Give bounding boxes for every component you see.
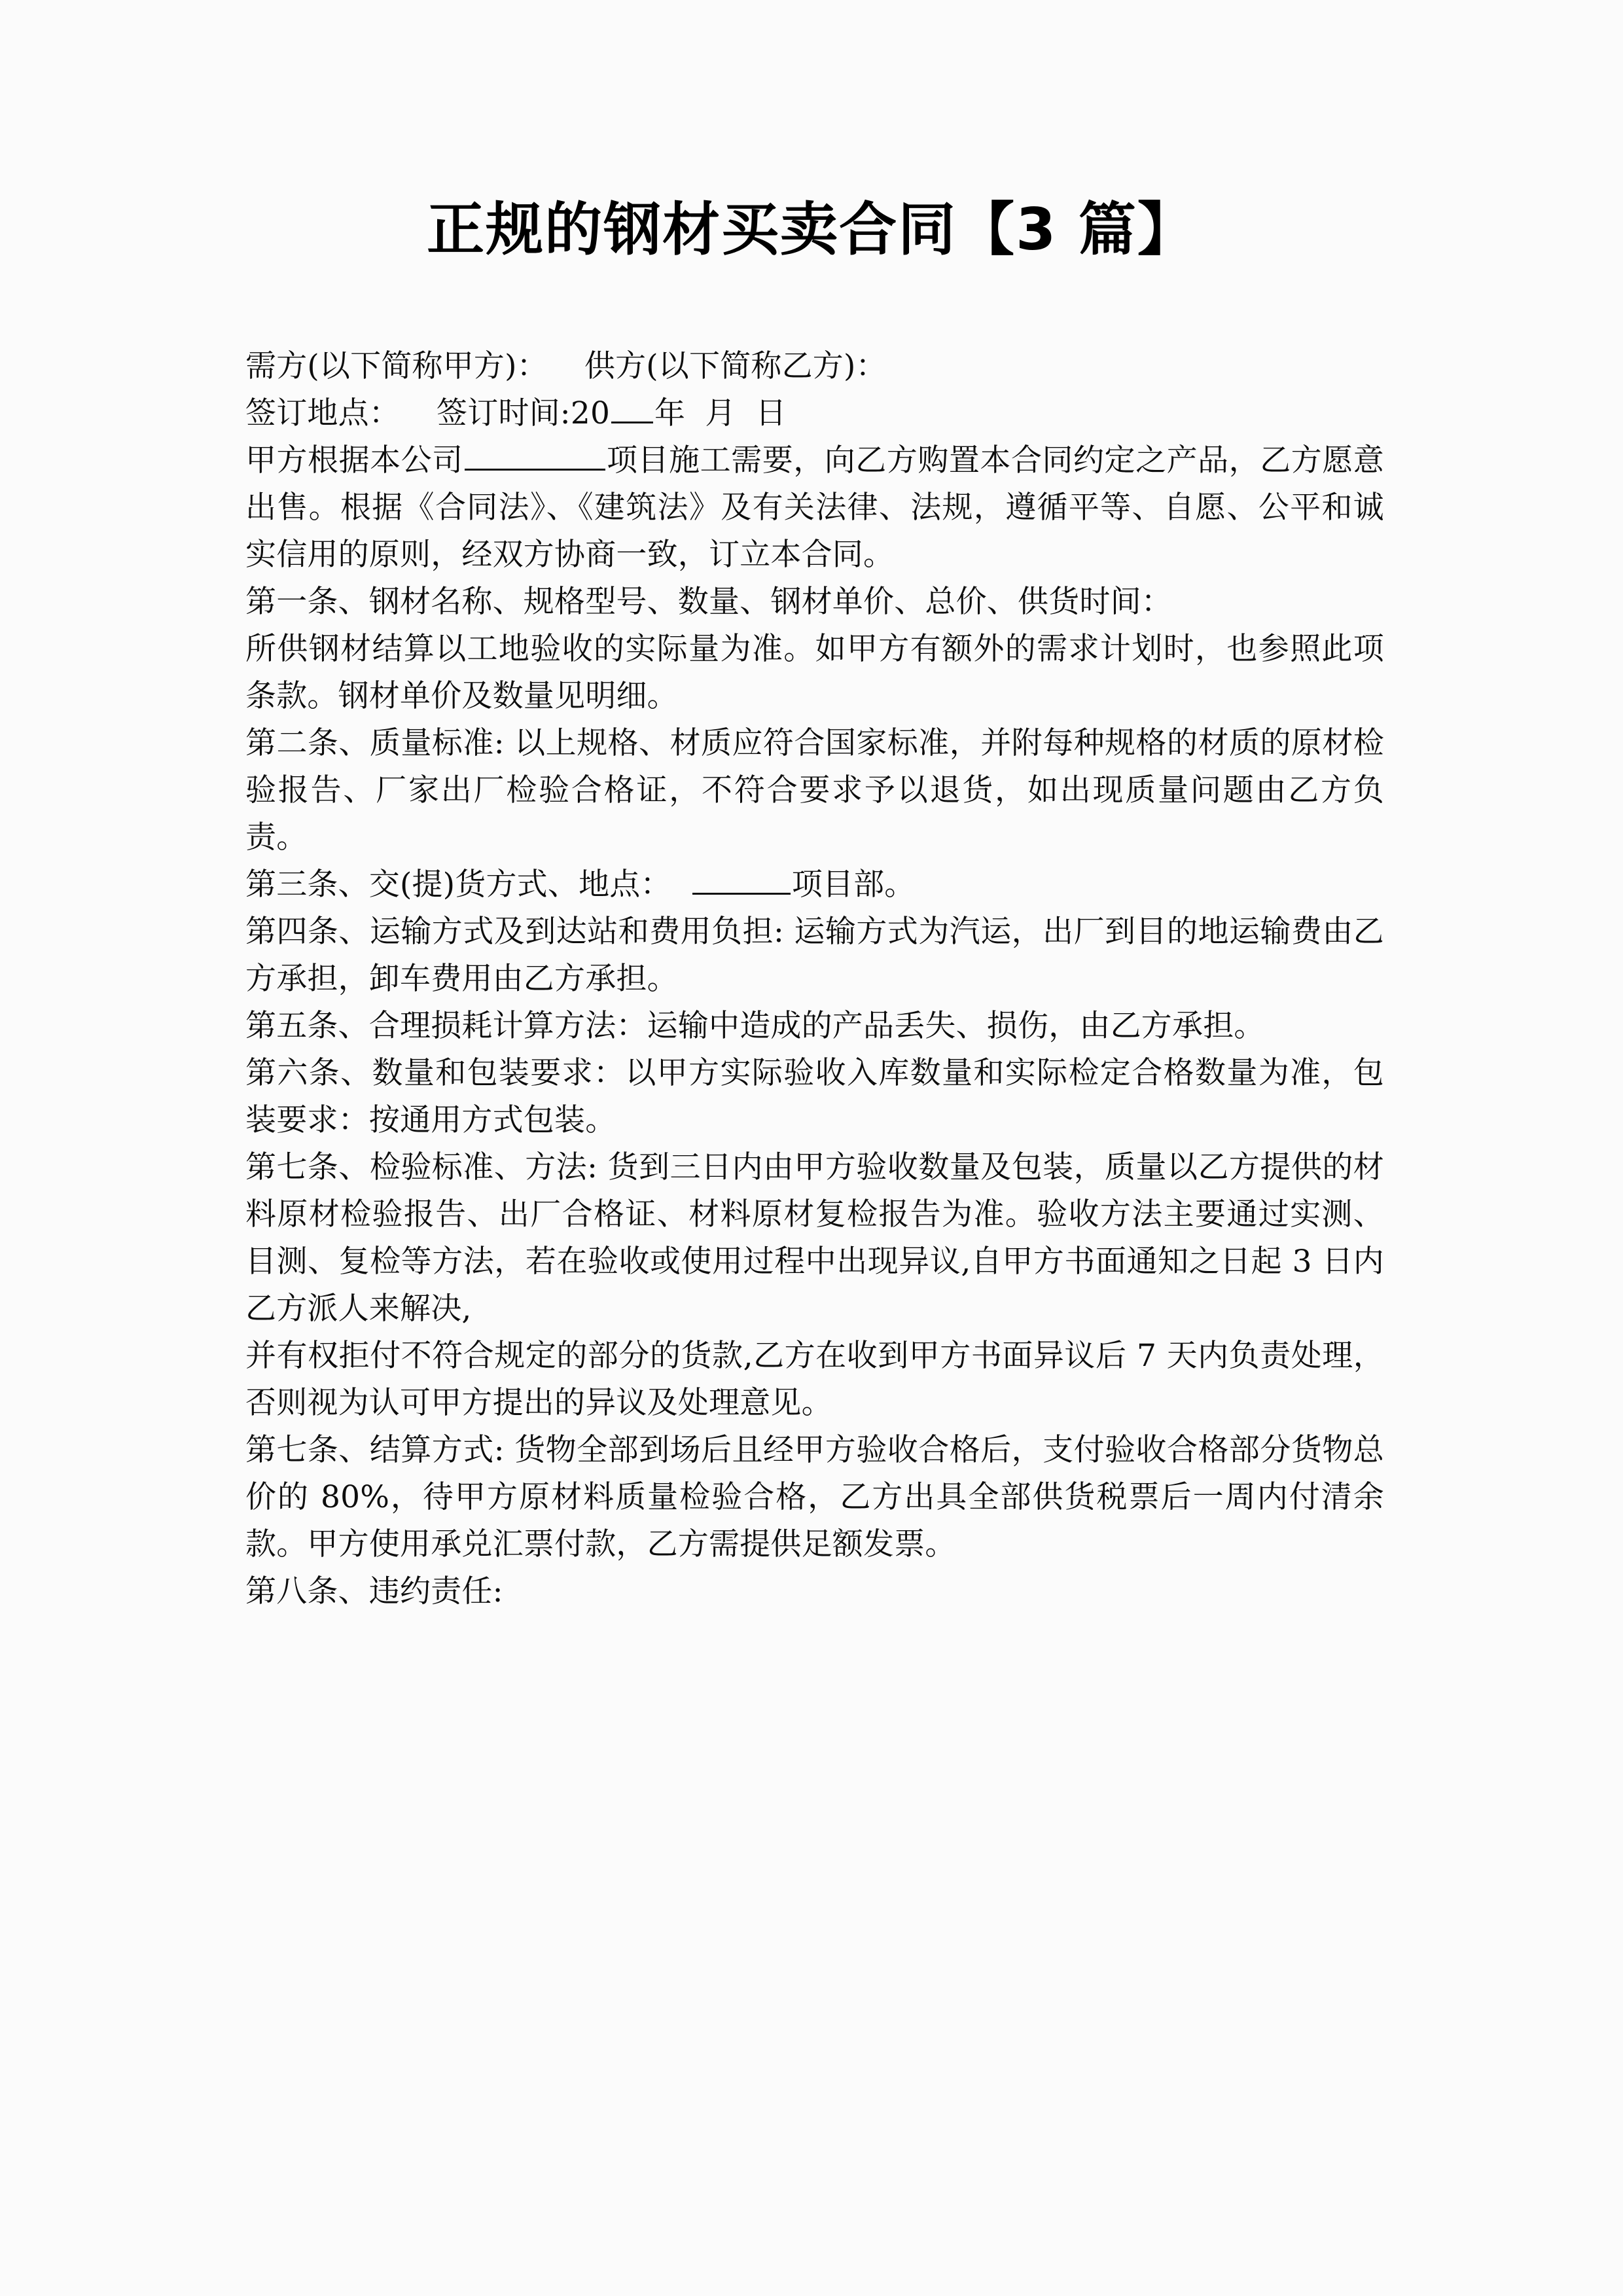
article-1-heading: 第一条、钢材名称、规格型号、数量、钢材单价、总价、供货时间： — [245, 584, 1172, 620]
preamble-before-blank: 甲方根据本公司 — [245, 442, 463, 478]
signing-time-label: 签订时间:20 — [437, 395, 611, 431]
article-3-after-blank: 项目部。 — [791, 867, 916, 903]
signing-year-unit: 年 — [654, 395, 686, 431]
article-6: 第六条、数量和包装要求：以甲方实际验收入库数量和实际检定合格数量为准，包装要求：按通用方式包装。 — [245, 1055, 1384, 1138]
article-4: 第四条、运输方式及到达站和费用负担: 运输方式为汽运，出厂到目的地运输费由乙方承担，卸车费用由乙方承担。 — [245, 914, 1384, 997]
article-7-settlement: 第七条、结算方式: 货物全部到场后且经甲方验收合格后，支付验收合格部分货物总价的 80%，待甲方原材料质量检验合格，乙方出具全部供货税票后一周内付清余款。甲方使用承兑汇票付款，乙方需提供足额发票。 — [245, 1432, 1384, 1562]
signing-year-blank — [611, 391, 653, 423]
article-3 — [245, 861, 1384, 908]
preamble-after-blank: 项目施工需要，向乙方购置本合同约定之产品，乙方愿意出售。根据《合同法》、《建筑法》及有关法律、法规，遵循平等、自愿、公平和诚实信用的原则，经双方协商一致，订立本合同。 — [245, 442, 1384, 573]
signing-day-unit: 日 — [755, 395, 787, 431]
article-5: 第五条、合理损耗计算方法：运输中造成的产品丢失、损伤，由乙方承担。 — [245, 1008, 1265, 1044]
article-7-dispute: 并有权拒付不符合规定的部分的货款,乙方在收到甲方书面异议后 7 天内负责处理，否则视为认可甲方提出的异议及处理意见。 — [245, 1338, 1384, 1421]
paragraph-parties — [245, 343, 1384, 390]
paragraph-preamble — [245, 437, 1384, 579]
signing-month-unit: 月 — [705, 395, 736, 431]
supply-party-label: 供方(以下简称乙方)： — [584, 348, 887, 384]
article-3-before-blank: 第三条、交(提)货方式、地点： — [245, 867, 671, 903]
article-8-heading: 第八条、违约责任: — [245, 1573, 503, 1609]
page-title: 正规的钢材买卖合同【3 篇】 — [427, 196, 1196, 263]
demand-party-label: 需方(以下简称甲方)： — [245, 348, 548, 384]
project-name-blank — [465, 439, 605, 471]
paragraph-signing — [245, 390, 1384, 437]
signing-place-label: 签订地点： — [245, 395, 400, 431]
article-2: 第二条、质量标准: 以上规格、材质应符合国家标准，并附每种规格的材质的原材检验报告、厂家出厂检验合格证，不符合要求予以退货，如出现质量问题由乙方负责。 — [245, 725, 1384, 855]
article-1-body: 所供钢材结算以工地验收的实际量为准。如甲方有额外的需求计划时，也参照此项条款。钢材单价及数量见明细。 — [245, 631, 1384, 714]
article-7-inspection: 第七条、检验标准、方法: 货到三日内由甲方验收数量及包装，质量以乙方提供的材料原材检验报告、出厂合格证、材料原材复检报告为准。验收方法主要通过实测、目测、复检等方法，若在验收或使用过程中出现异议,自甲方书面通知之日起 3 日内乙方派人来解决, — [245, 1149, 1384, 1327]
document-body — [245, 343, 1384, 1615]
delivery-location-blank — [692, 863, 791, 895]
